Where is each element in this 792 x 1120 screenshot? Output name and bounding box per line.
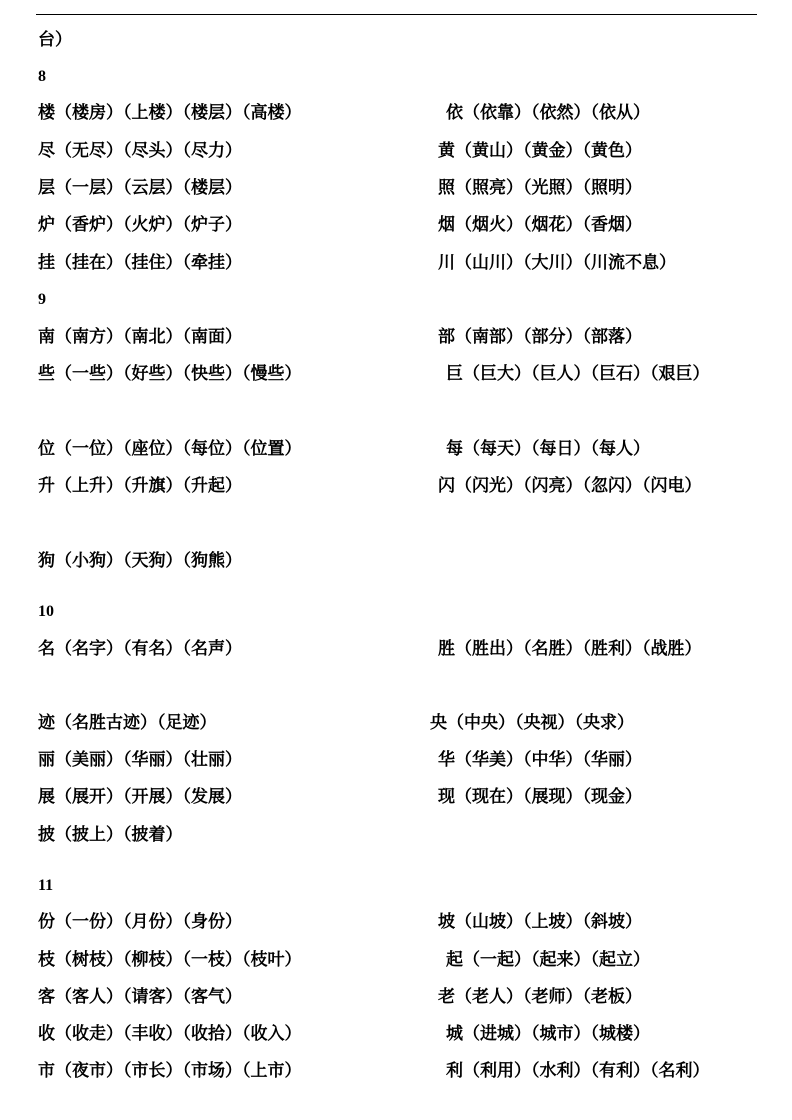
word-entry-right: 央（中央）（央视）（央求） [430, 713, 634, 733]
word-entry-right: 华（华美）（中华）（华丽） [438, 750, 642, 770]
word-entry-left: 客（客人）（请客）（客气） [38, 987, 242, 1007]
word-entry-left: 份（一份）（月份）（身份） [38, 912, 242, 932]
word-entry-left: 枝（树枝）（柳枝）（一枝）（枝叶） [38, 950, 302, 970]
word-entry-right: 巨（巨大）（巨人）（巨石）（艰巨） [446, 364, 710, 384]
word-entry-right: 烟（烟火）（烟花）（香烟） [438, 215, 642, 235]
word-entry-left: 丽（美丽）（华丽）（壮丽） [38, 750, 242, 770]
word-entry-left: 市（夜市）（市长）（市场）（上市） [38, 1061, 302, 1081]
word-entry-right: 现（现在）（展现）（现金） [438, 787, 642, 807]
word-entry-right: 闪（闪光）（闪亮）（忽闪）（闪电） [438, 476, 702, 496]
top-rule [36, 14, 757, 15]
word-entry-left: 楼（楼房）（上楼）（楼层）（高楼） [38, 103, 302, 123]
word-entry-right: 城（进城）（城市）（城楼） [446, 1024, 650, 1044]
word-entry-left: 迹（名胜古迹）（足迹） [38, 713, 217, 733]
word-entry-left: 披（披上）（披着） [38, 825, 183, 845]
word-entry-left: 名（名字）（有名）（名声） [38, 639, 242, 659]
word-entry-left: 层（一层）（云层）（楼层） [38, 178, 242, 198]
word-entry-right: 胜（胜出）（名胜）（胜利）（战胜） [438, 639, 702, 659]
word-entry-left: 狗（小狗）（天狗）（狗熊） [38, 551, 242, 571]
section-number: 11 [38, 877, 54, 894]
word-entry-left: 些（一些）（好些）（快些）（慢些） [38, 364, 302, 384]
word-entry-right: 坡（山坡）（上坡）（斜坡） [438, 912, 642, 932]
word-entry-left: 收（收走）（丰收）（收拾）（收入） [38, 1024, 302, 1044]
word-entry-right: 照（照亮）（光照）（照明） [438, 178, 642, 198]
word-entry-right: 黄（黄山）（黄金）（黄色） [438, 141, 642, 161]
word-entry-right: 部（南部）（部分）（部落） [438, 327, 642, 347]
section-number: 10 [38, 603, 54, 620]
word-entry-right: 老（老人）（老师）（老板） [438, 987, 642, 1007]
word-entry-left: 炉（香炉）（火炉）（炉子） [38, 215, 242, 235]
word-entry-left: 位（一位）（座位）（每位）（位置） [38, 439, 302, 459]
word-entry-right: 利（利用）（水利）（有利）（名利） [446, 1061, 710, 1081]
word-entry-right: 每（每天）（每日）（每人） [446, 439, 650, 459]
word-entry-right: 川（山川）（大川）（川流不息） [438, 253, 676, 273]
word-entry-right: 起（一起）（起来）（起立） [446, 950, 650, 970]
word-entry-left: 展（展开）（开展）（发展） [38, 787, 242, 807]
word-entry-left: 南（南方）（南北）（南面） [38, 327, 242, 347]
section-number: 8 [38, 68, 46, 85]
word-entry-left: 挂（挂在）（挂住）（牵挂） [38, 253, 242, 273]
word-entry-right: 依（依靠）（依然）（依从） [446, 103, 650, 123]
section-number: 9 [38, 291, 46, 308]
word-entry-left: 尽（无尽）（尽头）（尽力） [38, 141, 242, 161]
word-entry-left: 升（上升）（升旗）（升起） [38, 476, 242, 496]
lead-text: 台） [38, 30, 72, 50]
